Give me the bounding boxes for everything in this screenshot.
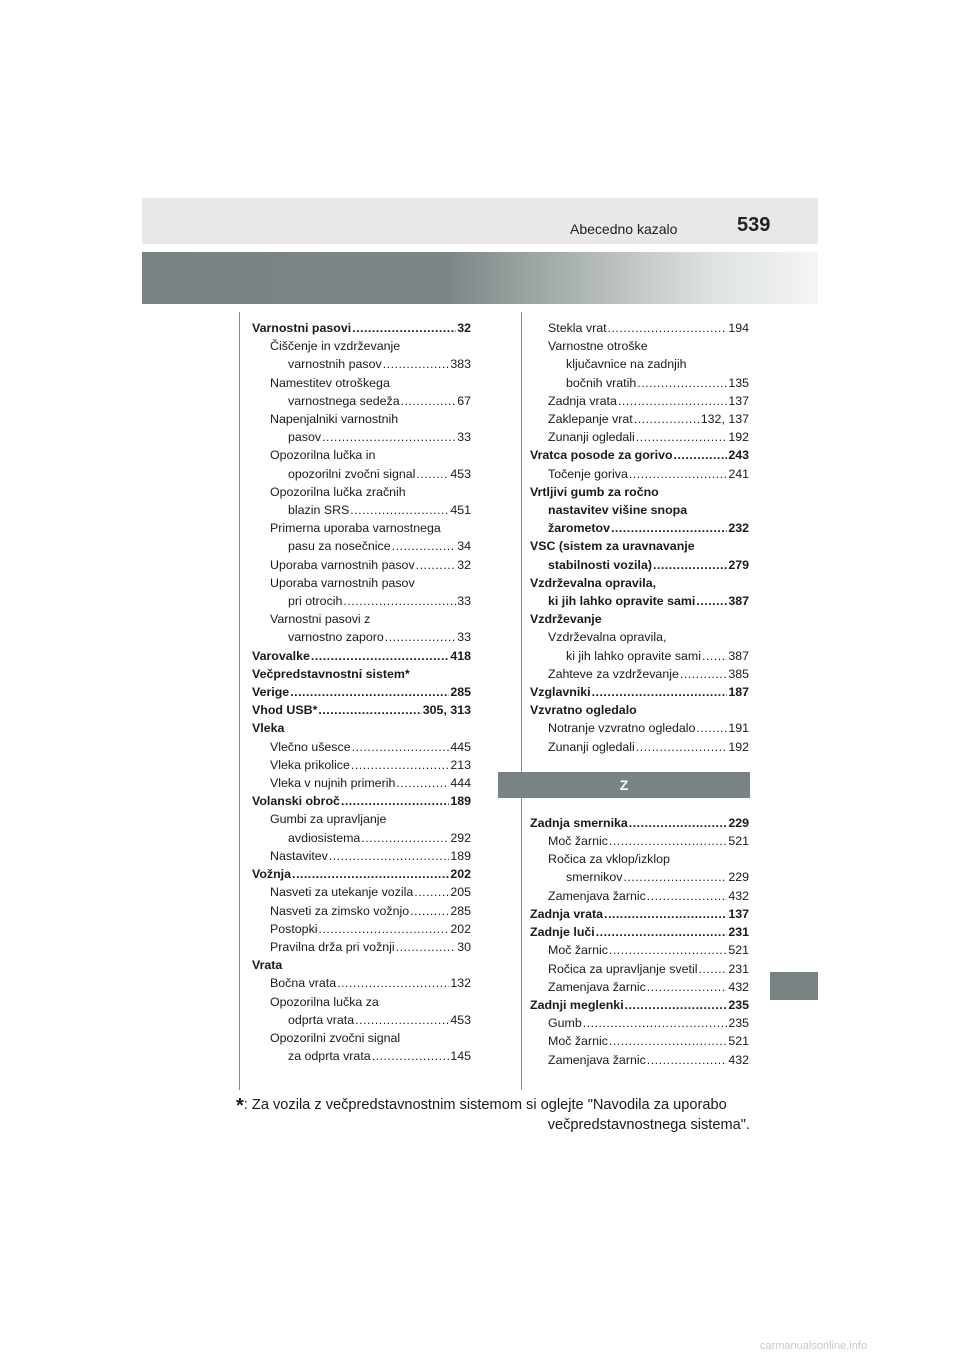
index-entry-term: Gumb <box>548 1016 582 1031</box>
index-entry-page[interactable]: 229 <box>728 870 749 885</box>
index-entry-term: bočnih vratih <box>566 375 637 390</box>
index-entry-term: Stekla vrat <box>548 321 607 335</box>
index-entry-term: varnostno zaporo <box>288 630 384 645</box>
index-entry-term: Vhod USB* <box>252 703 318 718</box>
index-entry <box>252 683 471 701</box>
dot-leader <box>609 941 727 959</box>
dot-leader <box>702 647 727 665</box>
index-entry-page[interactable]: 145 <box>450 1049 471 1064</box>
index-entry-page[interactable]: 32 <box>457 321 471 335</box>
index-entry <box>252 647 471 665</box>
index-entry-page[interactable]: 387 <box>728 594 749 609</box>
footnote-text-1: : Za vozila z večpredstavnostnim sistemom si oglejte "Navodila za uporabo <box>243 1097 727 1113</box>
index-entry-page[interactable]: 187 <box>728 685 749 700</box>
dot-leader <box>647 887 728 905</box>
index-entry-term: Volanski obroč <box>252 794 340 809</box>
dot-leader <box>647 978 728 996</box>
dot-leader <box>583 1014 728 1032</box>
index-entry-term: avdiosistema <box>288 830 361 845</box>
dot-leader <box>311 647 449 665</box>
index-entry-page[interactable]: 132 <box>450 976 471 991</box>
footnote <box>236 1096 750 1135</box>
index-entry <box>252 774 471 792</box>
index-entry <box>252 756 471 774</box>
index-entry <box>252 465 471 483</box>
index-entry <box>252 883 471 901</box>
index-entry-term: Vrata <box>252 958 283 973</box>
index-entry <box>530 996 749 1014</box>
footnote-marker: * <box>236 1095 244 1117</box>
index-entry <box>530 1032 749 1050</box>
index-entry-term: Zadnja vrata <box>548 393 617 408</box>
index-entry-term: Opozorilna lučka za <box>270 994 379 1009</box>
index-entry <box>252 920 471 938</box>
index-entry <box>530 832 749 850</box>
index-entry <box>530 905 749 923</box>
index-entry-term: Vratca posode za gorivo <box>530 448 673 463</box>
index-entry <box>530 887 749 905</box>
index-entry-term: ki jih lahko opravite sami <box>548 594 696 609</box>
index-entry-page[interactable]: 432 <box>728 888 749 903</box>
index-entry-page[interactable]: 521 <box>728 834 749 849</box>
index-entry <box>252 537 471 555</box>
index-entry <box>530 1014 749 1032</box>
dot-leader <box>352 738 450 756</box>
dot-leader <box>329 847 449 865</box>
index-entry-term: Varnostne otroške <box>548 339 648 354</box>
index-entry-page[interactable]: 192 <box>728 739 749 754</box>
index-entry-term: Opozorilna lučka zračnih <box>270 484 406 499</box>
index-entry-term: nastavitev višine snopa <box>548 503 688 518</box>
dot-leader <box>385 628 456 646</box>
index-entry-term: VSC (sistem za uravnavanje <box>530 539 695 554</box>
index-entry-page[interactable]: 521 <box>728 1034 749 1049</box>
index-entry-page[interactable]: 235 <box>728 1016 749 1031</box>
dot-leader <box>696 719 727 737</box>
index-entry-term: odprta vrata <box>288 1012 355 1027</box>
index-entry-term: Moč žarnic <box>548 943 608 958</box>
index-entry-term: Napenjalniki varnostnih <box>270 412 399 427</box>
index-entry <box>530 941 749 959</box>
index-entry <box>252 738 471 756</box>
index-entry <box>252 938 471 956</box>
index-entry-term: Opozorilni zvočni signal <box>270 1030 401 1045</box>
index-entry-term: Uporaba varnostnih pasov <box>270 575 415 590</box>
index-entry-page[interactable]: 135 <box>728 375 749 390</box>
dot-leader <box>322 428 456 446</box>
index-entry-page[interactable]: 192 <box>728 430 749 445</box>
header-bar <box>142 198 818 244</box>
dot-leader <box>396 774 449 792</box>
index-entry-term: Vzdrževanje <box>530 612 602 627</box>
index-entry <box>530 410 749 428</box>
index-entry-term: varnostnih pasov <box>288 357 382 372</box>
index-entry-page[interactable]: 305, 313 <box>422 703 471 718</box>
dot-leader <box>383 355 450 373</box>
index-entry-page[interactable]: 189 <box>450 794 471 809</box>
dot-leader <box>351 756 449 774</box>
index-entry-page[interactable]: 132, 137 <box>700 412 749 427</box>
index-entry-term: Zadnja smernika <box>530 815 628 830</box>
index-entry-page[interactable]: 213 <box>450 757 471 772</box>
dot-leader <box>636 428 728 446</box>
index-entry-page[interactable]: 202 <box>450 921 471 936</box>
index-entry-term: pri otrocih <box>288 594 343 609</box>
index-entry-term: Nastavitev <box>270 848 328 863</box>
index-entry-term: Zunanji ogledali <box>548 739 635 754</box>
index-entry-page[interactable]: 231 <box>728 961 749 976</box>
index-entry-page[interactable]: 432 <box>728 979 749 994</box>
index-entry <box>252 847 471 865</box>
index-column-right <box>530 319 749 1069</box>
index-entry <box>252 592 471 610</box>
index-entry-term: Zamenjava žarnic <box>548 979 646 994</box>
index-entry <box>252 556 471 574</box>
index-entry <box>530 428 749 446</box>
index-entry <box>252 392 471 410</box>
index-entry-term: varnostnega sedeža <box>288 393 400 408</box>
index-entry-page[interactable]: 229 <box>728 815 749 830</box>
index-entry-term: Zaklepanje vrat <box>548 412 633 427</box>
index-entry-page[interactable]: 285 <box>450 685 471 700</box>
index-entry <box>530 392 749 410</box>
index-entry-page[interactable]: 34 <box>457 539 471 554</box>
index-entry-term: Zunanji ogledali <box>548 430 635 445</box>
index-entry-term: Vožnja <box>252 867 292 882</box>
dot-leader <box>629 465 727 483</box>
index-entry-term: ki jih lahko opravite sami <box>566 648 701 663</box>
index-entry-page[interactable]: 67 <box>457 393 471 408</box>
index-entry-term: Varnostni pasovi <box>252 321 352 335</box>
dot-leader <box>396 938 457 956</box>
index-entry-page[interactable]: 453 <box>450 466 471 481</box>
index-entry-term: Ročica za vklop/izklop <box>548 852 670 867</box>
index-entry-term: Vzdrževalna opravila, <box>530 575 657 590</box>
index-entry-term: Zamenjava žarnic <box>548 1052 646 1067</box>
dot-leader <box>653 556 727 574</box>
index-entry-term: Varnostni pasovi z <box>270 612 371 627</box>
page-number: 539 <box>737 214 771 236</box>
header-gradient-band <box>142 252 818 304</box>
dot-leader <box>634 410 700 428</box>
dot-leader <box>636 738 728 756</box>
index-entry-term: blazin SRS <box>288 503 350 518</box>
section-title: Abecedno kazalo <box>570 221 678 237</box>
index-entry-term: Primerna uporaba varnostnega <box>270 521 441 536</box>
index-entry <box>530 683 749 701</box>
index-entry-term: Vrtljivi gumb za ročno <box>530 484 659 499</box>
index-group-z <box>530 814 749 1069</box>
index-entry <box>252 701 471 719</box>
dot-leader <box>343 592 456 610</box>
index-entry-page[interactable]: 243 <box>728 448 749 463</box>
index-entry-page[interactable]: 292 <box>450 830 471 845</box>
index-entry-term: ključavnice na zadnjih <box>566 357 687 372</box>
footnote-line-1 <box>236 1096 750 1116</box>
index-entry-page[interactable]: 30 <box>457 939 471 954</box>
index-entry-term: Zahteve za vzdrževanje <box>548 666 679 681</box>
index-entry <box>530 519 749 537</box>
index-entry-page[interactable]: 33 <box>457 430 471 445</box>
index-column-left <box>252 319 471 1065</box>
dot-leader <box>625 996 728 1014</box>
index-entry-term: Zamenjava žarnic <box>548 888 646 903</box>
dot-leader <box>410 902 449 920</box>
index-entry-term: Postopki <box>270 921 318 936</box>
index-entry <box>530 978 749 996</box>
index-entry-term: Vleka prikolice <box>270 757 350 772</box>
index-entry-page[interactable]: 453 <box>450 1012 471 1027</box>
index-entry-page[interactable]: 194 <box>728 321 749 335</box>
index-entry-term: Vlečno ušesce <box>270 739 351 754</box>
index-entry-page[interactable]: 451 <box>450 503 471 518</box>
index-entry <box>252 829 471 847</box>
index-entry <box>252 974 471 992</box>
dot-leader <box>618 392 727 410</box>
dot-leader <box>319 920 450 938</box>
index-entry-term: pasov <box>288 430 322 445</box>
index-entry <box>530 923 749 941</box>
index-entry <box>530 319 749 337</box>
index-entry-page[interactable]: 137 <box>728 393 749 408</box>
index-entry-page[interactable]: 385 <box>728 666 749 681</box>
index-entry-term: Vleka <box>252 721 285 736</box>
dot-leader <box>416 556 457 574</box>
index-entry-term: Vzvratno ogledalo <box>530 703 637 718</box>
dot-leader <box>337 974 449 992</box>
index-entry <box>530 814 749 832</box>
index-entry <box>252 501 471 519</box>
index-entry-term: opozorilni zvočni signal <box>288 466 416 481</box>
index-entry-page[interactable]: 189 <box>450 848 471 863</box>
index-entry-page[interactable]: 383 <box>450 357 471 372</box>
index-entry-term: Varovalke <box>252 648 310 663</box>
dot-leader <box>416 465 449 483</box>
index-entry-term: Čiščenje in vzdrževanje <box>270 339 401 354</box>
index-entry <box>530 665 749 683</box>
dot-leader <box>674 446 728 464</box>
chapter-side-tab[interactable] <box>770 972 818 1000</box>
index-entry-page[interactable]: 241 <box>728 466 749 481</box>
index-entry <box>252 902 471 920</box>
index-entry-page[interactable]: 33 <box>457 630 471 645</box>
index-entry-term: Verige <box>252 685 290 700</box>
dot-leader <box>698 960 727 978</box>
index-entry <box>252 628 471 646</box>
index-entry <box>530 374 749 392</box>
index-entry <box>252 355 471 373</box>
index-entry-term: Zadnji meglenki <box>530 997 624 1012</box>
index-entry-term: Uporaba varnostnih pasov <box>270 557 415 572</box>
index-entry <box>530 1051 749 1069</box>
dot-leader <box>318 701 421 719</box>
index-entry-term: Večpredstavnostni sistem* <box>252 666 410 681</box>
dot-leader <box>629 814 728 832</box>
dot-leader <box>341 792 449 810</box>
index-entry-page[interactable]: 33 <box>457 594 471 609</box>
column-divider-left <box>239 312 240 1090</box>
footnote-line-2: večpredstavnostnega sistema". <box>547 1117 750 1133</box>
index-entry-term: Ročica za upravljanje svetil <box>548 961 698 976</box>
dot-leader <box>292 865 449 883</box>
dot-leader <box>611 519 727 537</box>
index-entry-term: Namestitev otroškega <box>270 375 390 390</box>
index-entry <box>252 792 471 810</box>
index-entry-term: pasu za nosečnice <box>288 539 391 554</box>
index-entry-term: Nasveti za zimsko vožnjo <box>270 903 410 918</box>
dot-leader <box>401 392 457 410</box>
index-entry-page[interactable]: 137 <box>728 906 749 921</box>
index-entry <box>530 738 749 756</box>
index-entry-term: Notranje vzvratno ogledalo <box>548 721 696 736</box>
column-divider-middle <box>521 312 522 1090</box>
index-entry <box>530 647 749 665</box>
watermark: carmanualsonline.info <box>760 1340 868 1352</box>
index-entry-term: smernikov <box>566 870 623 885</box>
index-entry-term: za odprta vrata <box>288 1049 371 1064</box>
index-entry-page[interactable]: 418 <box>450 648 471 663</box>
dot-leader <box>680 665 727 683</box>
index-entry-term: Točenje goriva <box>548 466 628 481</box>
index-entry <box>530 592 749 610</box>
dot-leader <box>392 537 457 555</box>
dot-leader <box>352 319 456 337</box>
index-entry <box>252 1011 471 1029</box>
index-entry-page[interactable]: 521 <box>728 943 749 958</box>
index-group-v <box>530 319 749 756</box>
index-entry-page[interactable]: 32 <box>457 557 471 572</box>
index-entry-term: Zadnja vrata <box>530 906 603 921</box>
index-entry-page[interactable]: 191 <box>728 721 749 736</box>
index-entry-page[interactable]: 387 <box>728 648 749 663</box>
index-entry-term: Vzglavniki <box>530 685 591 700</box>
index-entry-term: Vzdrževalna opravila, <box>548 630 667 645</box>
index-entry <box>252 319 471 337</box>
index-entry-term: Bočna vrata <box>270 976 337 991</box>
index-entry-term: stabilnosti vozila) <box>548 557 652 572</box>
dot-leader <box>647 1051 728 1069</box>
index-entry-page[interactable]: 444 <box>450 776 471 791</box>
index-entry-page[interactable]: 279 <box>728 557 749 572</box>
dot-leader <box>592 683 728 701</box>
index-entry-page[interactable]: 432 <box>728 1052 749 1067</box>
index-entry <box>530 719 749 737</box>
dot-leader <box>372 1047 450 1065</box>
index-entry-term: žarometov <box>548 521 610 536</box>
index-entry-page[interactable]: 285 <box>450 903 471 918</box>
index-entry-page[interactable]: 235 <box>728 997 749 1012</box>
dot-leader <box>355 1011 449 1029</box>
index-entry <box>530 960 749 978</box>
dot-leader <box>604 905 727 923</box>
dot-leader <box>637 374 727 392</box>
dot-leader <box>609 1032 727 1050</box>
index-entry-term: Opozorilna lučka in <box>270 448 376 463</box>
index-entry <box>252 865 471 883</box>
index-entry-page[interactable]: 232 <box>728 521 749 536</box>
index-entry-term: Gumbi za upravljanje <box>270 812 387 827</box>
dot-leader <box>623 868 727 886</box>
index-entry-page[interactable]: 205 <box>450 885 471 900</box>
index-entry-term: Moč žarnic <box>548 834 608 849</box>
dot-leader <box>290 683 449 701</box>
index-entry-page[interactable]: 202 <box>450 867 471 882</box>
index-entry <box>252 1047 471 1065</box>
index-entry-term: Moč žarnic <box>548 1034 608 1049</box>
index-entry-term: Pravilna drža pri vožnji <box>270 939 395 954</box>
dot-leader <box>596 923 728 941</box>
index-entry <box>530 465 749 483</box>
index-entry <box>252 428 471 446</box>
index-entry <box>530 868 749 886</box>
dot-leader <box>609 832 727 850</box>
index-entry-term: Nasveti za utekanje vozila <box>270 885 414 900</box>
index-entry-page[interactable]: 445 <box>450 739 471 754</box>
dot-leader <box>350 501 449 519</box>
index-entry-term: Vleka v nujnih primerih <box>270 776 396 791</box>
index-entry <box>530 556 749 574</box>
index-entry <box>530 446 749 464</box>
index-entry-term: Zadnje luči <box>530 925 595 940</box>
letter-heading-z: Z <box>498 772 750 798</box>
dot-leader <box>608 319 728 337</box>
dot-leader <box>361 829 449 847</box>
dot-leader <box>696 592 727 610</box>
dot-leader <box>414 883 449 901</box>
index-entry-page[interactable]: 231 <box>728 925 749 940</box>
